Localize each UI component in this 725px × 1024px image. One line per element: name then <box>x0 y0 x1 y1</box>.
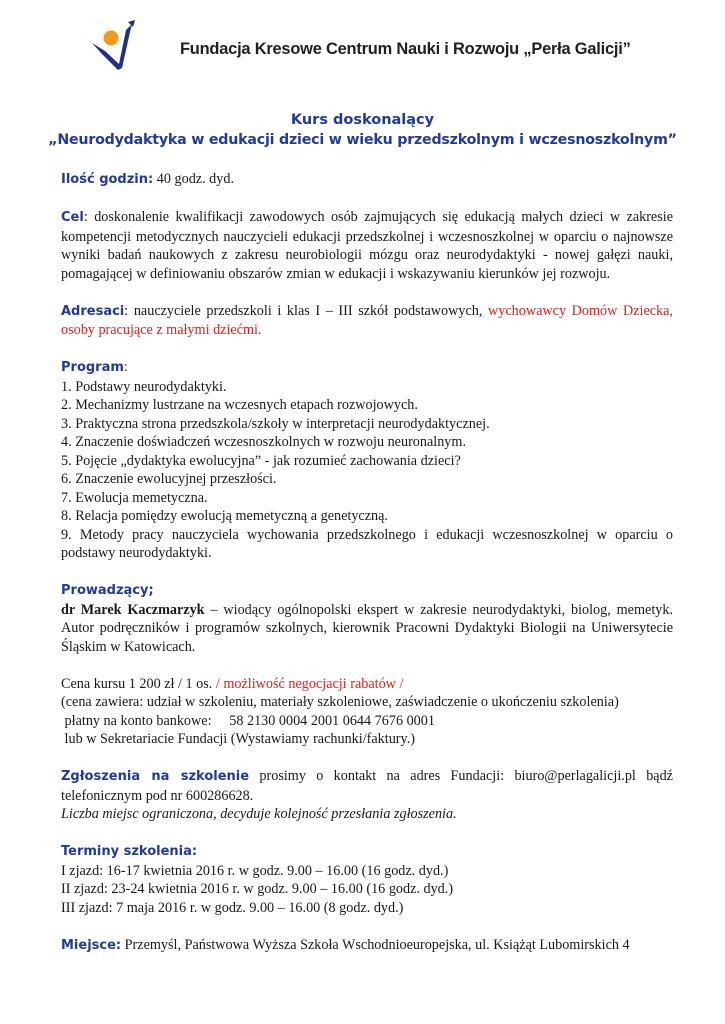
program-item: 6. Znaczenie ewolucyjnej przeszłości. <box>61 471 277 487</box>
price-includes: (cena zawiera: udział w szkoleniu, materiały szkoleniowe, zaświadczenie o ukończeniu szkolenia) <box>61 694 619 710</box>
course-name: „Neurodydaktyka w edukacji dzieci w wieku przedszkolnym i wczesnoszkolnym” <box>48 132 677 148</box>
schedule-label: Terminy szkolenia: <box>61 844 198 859</box>
recipients-text: : nauczyciele przedszkoli i klas I – III szkół podstawowych, <box>124 302 489 319</box>
course-title <box>40 110 685 150</box>
registration-text: prosimy o kontakt na adres Fundacji: biuro@perlagalicji.pl bądź telefonicznym pod nr 600286628. <box>61 768 673 804</box>
program-item: 8. Relacja pomiędzy ewolucją memetyczną a genetyczną. <box>61 508 388 524</box>
lecturer-name: dr Marek Kaczmarzyk <box>61 601 205 618</box>
schedule-item: II zjazd: 23-24 kwietnia 2016 r. w godz. 9.00 – 16.00 (16 godz. dyd.) <box>61 881 454 897</box>
schedule-heading <box>61 842 673 862</box>
course-details <box>61 170 673 955</box>
lecturer-label: Prowadzący; <box>61 583 154 598</box>
lecturer-paragraph <box>61 601 673 657</box>
lecturer-heading <box>61 581 673 601</box>
place-line <box>61 936 673 956</box>
course-type: Kurs doskonalący <box>290 112 435 128</box>
program-item: 3. Praktyczna strona przedszkola/szkoły w interpretacji neurodydaktycznej. <box>61 415 490 432</box>
goal-text: : doskonalenie kwalifikacji zawodowych osób zajmujących się edukacją małych dzieci w zakresie kompetencji metodycznych nauczycieli edukacji przedszkolnej i wczesnoszkolnej w oparciu o najnowsze wyniki badań naukowych z zakresu neurobiologii mózgu oraz neurodydaktyki - nowej gałęzi nauki, pomagającej w definiowaniu obszarów zmian w edukacji i wskazywaniu kierunków jej rozwoju. <box>61 209 673 282</box>
goal-paragraph <box>61 208 673 283</box>
lecturer-bio: – wiodący ogólnopolski ekspert w zakresie neurodydaktyki, biolog, memetyk. Autor podręczników i programów szkolnych, kierownik Pracowni Dydaktyki Biologii na Uniwersytecie Śląskim w Katowicach. <box>61 601 673 655</box>
price-text: Cena kursu 1 200 zł / 1 os. <box>61 675 216 692</box>
letterhead <box>88 18 688 74</box>
program-list <box>61 378 673 563</box>
hours-line <box>61 170 673 190</box>
place-text: Przemyśl, Państwowa Wyższa Szkoła Wschodnioeuropejska, ul. Książąt Lubomirskich 4 <box>121 936 630 953</box>
payment-office: lub w Sekretariacie Fundacji (Wystawiamy rachunki/faktury.) <box>61 731 415 747</box>
program-item: 7. Ewolucja memetyczna. <box>61 489 208 506</box>
program-item: 9. Metody pracy nauczyciela wychowania przedszkolnego i edukacji wczesnoszkolnej w oparciu o podstawy neurodydaktyki. <box>61 526 673 561</box>
discount-note: / możliwość negocjacji rabatów / <box>215 675 404 692</box>
program-item: 5. Pojęcie „dydaktyka ewolucyjna” - jak rozumieć zachowania dzieci? <box>61 452 461 469</box>
schedule-item: III zjazd: 7 maja 2016 r. w godz. 9.00 – 16.00 (8 godz. dyd.) <box>61 899 404 916</box>
goal-label: Cel <box>61 210 84 225</box>
bank-account: płatny na konto bankowe: 58 2130 0004 2001 0644 7676 0001 <box>61 712 435 729</box>
program-item: 2. Mechanizmy lustrzane na wczesnych etapach rozwojowych. <box>61 397 418 413</box>
place-label: Miejsce: <box>61 937 122 953</box>
program-heading <box>61 358 673 378</box>
recipients-label: Adresaci <box>61 303 125 319</box>
recipients-paragraph <box>61 302 673 340</box>
program-item: 4. Znaczenie doświadczeń wczesnoszkolnych w rozwoju neuronalnym. <box>61 434 466 450</box>
program-label: Program <box>61 360 124 375</box>
registration-paragraph <box>61 767 673 805</box>
recipients-highlight: wychowawcy Domów Dziecka, osoby pracujące z małymi dziećmi. <box>61 302 673 338</box>
program-colon: : <box>123 359 128 375</box>
program-item: 1. Podstawy neurodydaktyki. <box>61 378 227 395</box>
registration-note: Liczba miejsc ograniczona, decyduje kolejność przesłania zgłoszenia. <box>61 806 457 822</box>
price-line <box>61 675 673 694</box>
organization-name: Fundacja Kresowe Centrum Nauki i Rozwoju „Perła Galicji” <box>180 40 631 58</box>
hours-value: 40 godz. dyd. <box>153 171 235 187</box>
hours-label: Ilość godzin: <box>61 172 154 187</box>
foundation-logo-icon <box>88 18 150 74</box>
registration-label: Zgłoszenia na szkolenie <box>61 769 250 784</box>
schedule-item: I zjazd: 16-17 kwietnia 2016 r. w godz. 9.00 – 16.00 (16 godz. dyd.) <box>61 862 449 879</box>
